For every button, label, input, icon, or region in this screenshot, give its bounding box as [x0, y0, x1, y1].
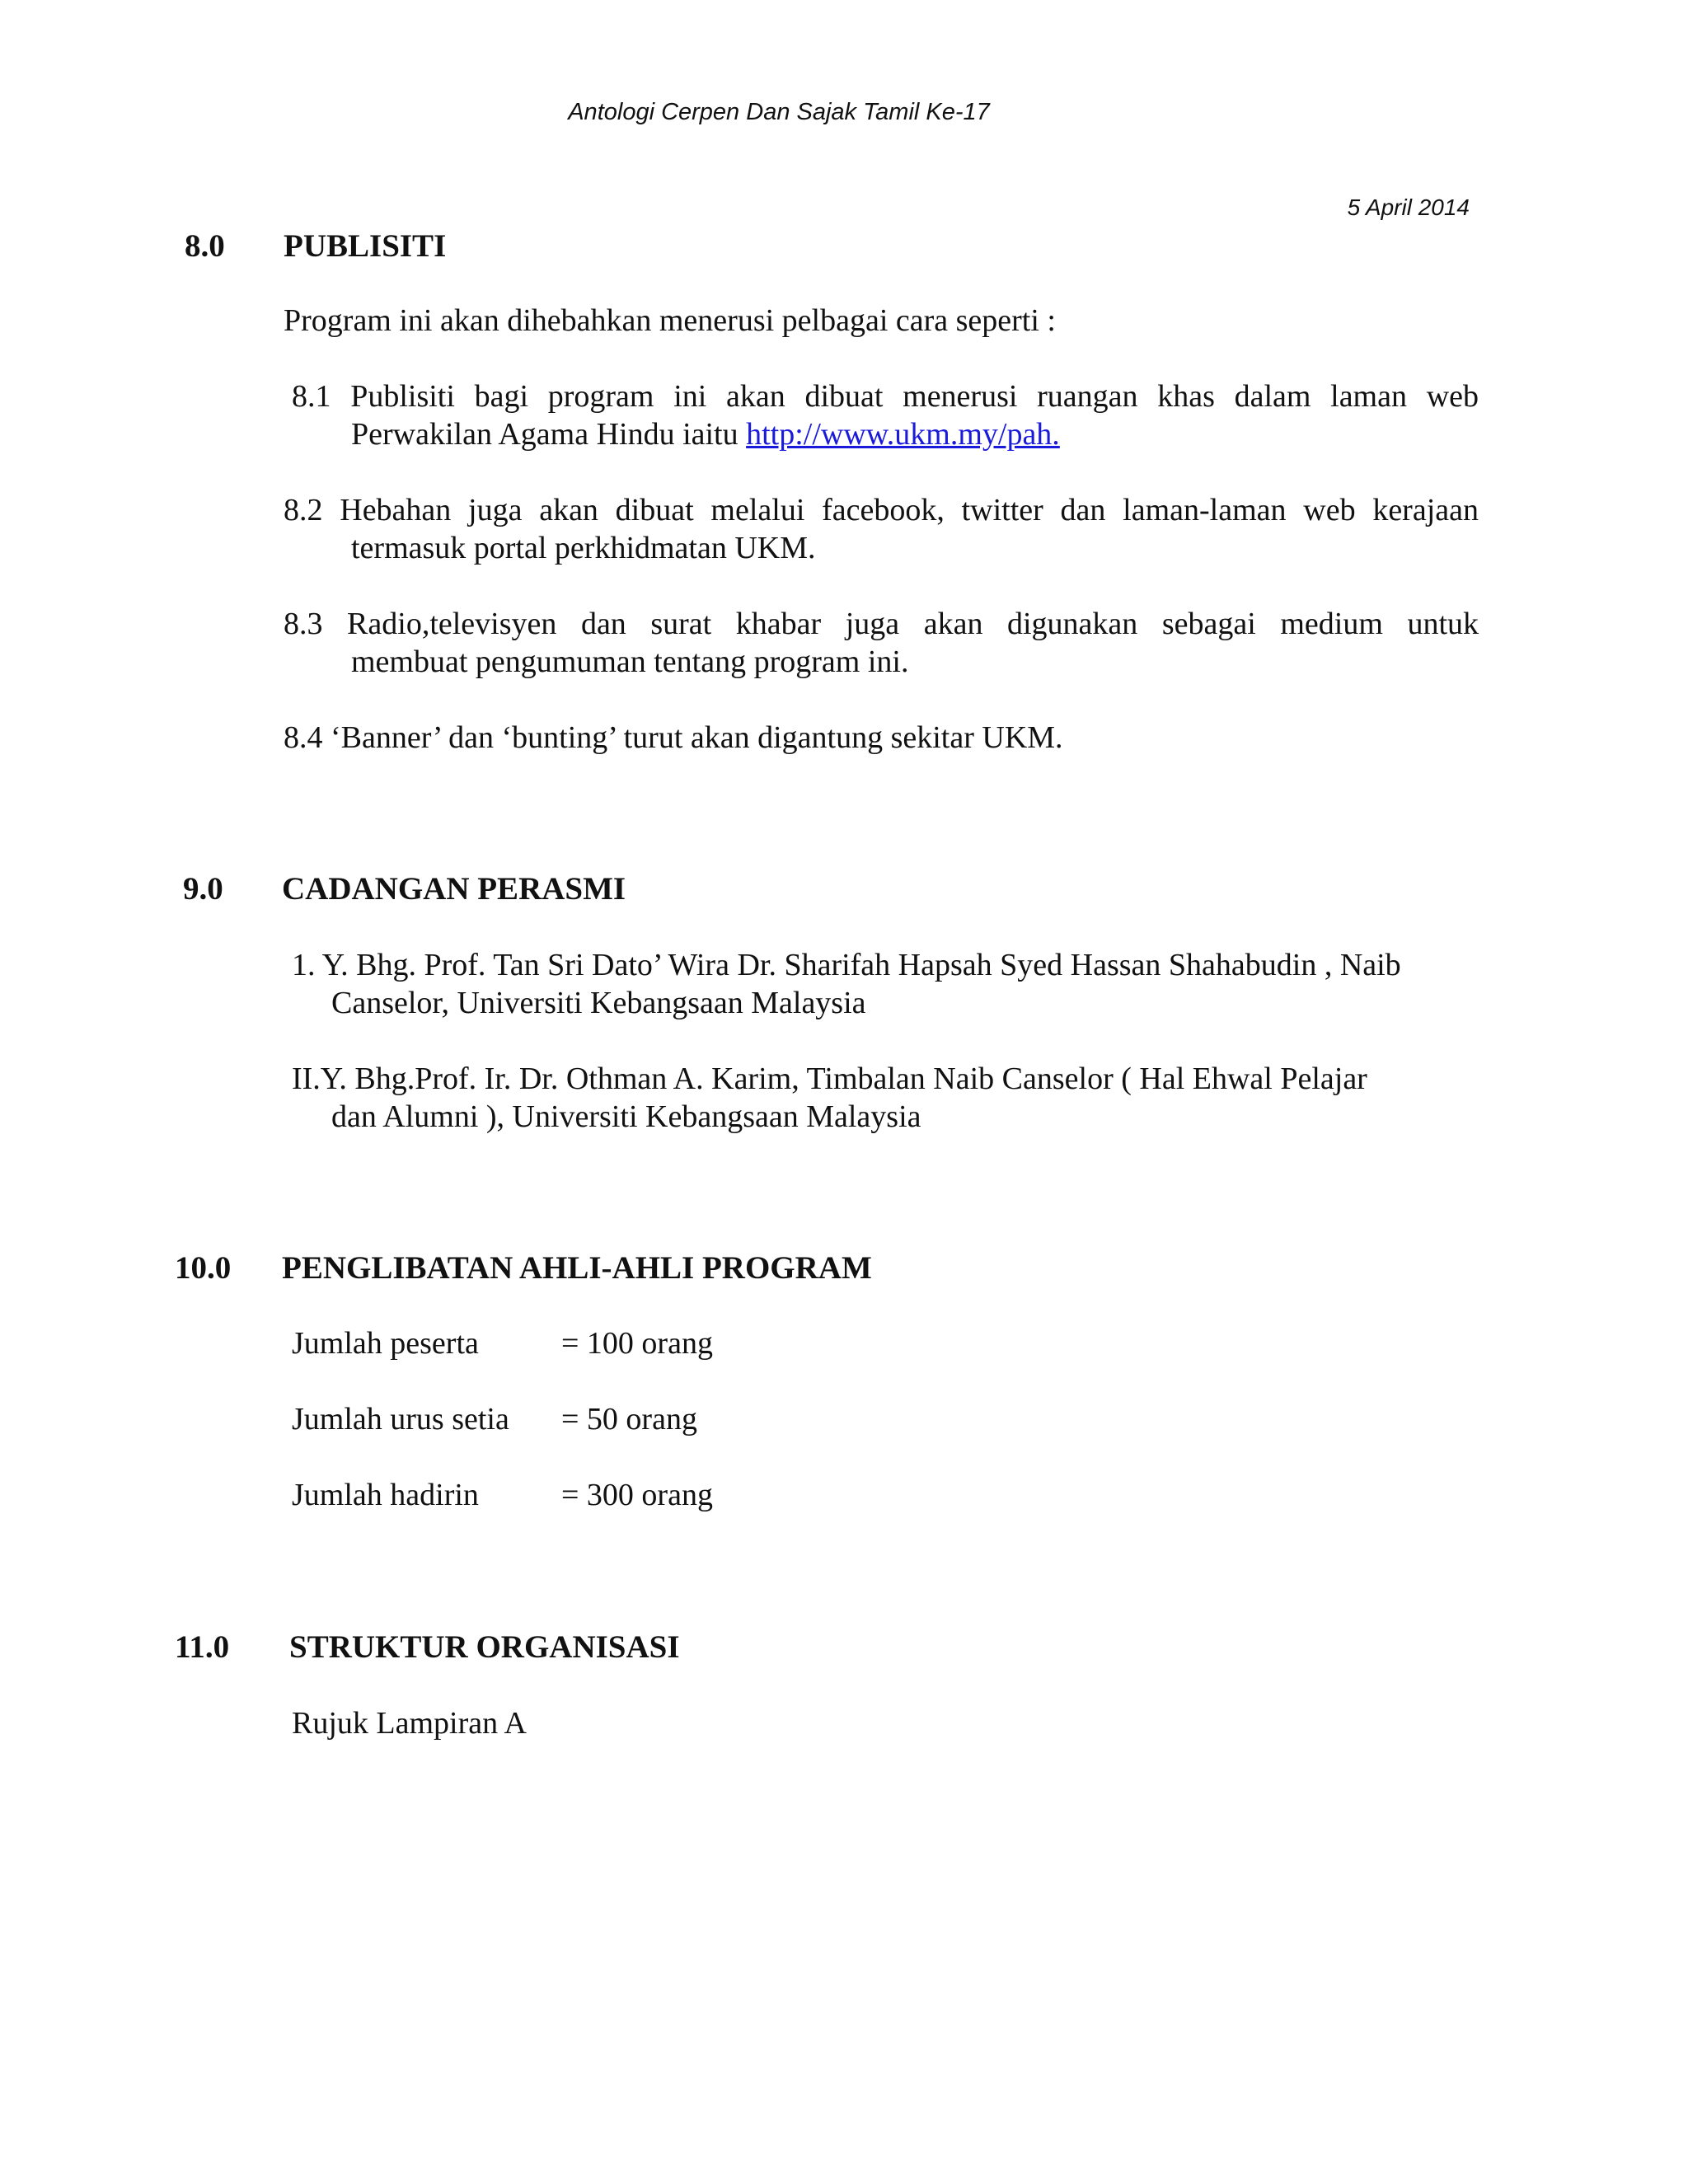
row-label: Jumlah peserta	[292, 1326, 479, 1361]
item-text: 8.4 ‘Banner’ dan ‘bunting’ turut akan digantung sekitar UKM.	[284, 720, 1063, 755]
publicity-item-8-1	[292, 377, 1479, 453]
row-value: = 50 orang	[561, 1402, 697, 1436]
item-continuation: Canselor, Universiti Kebangsaan Malaysia	[331, 986, 866, 1020]
item-text: 8.2 Hebahan juga akan dibuat melalui facebook, twitter dan laman-laman web kerajaan	[284, 493, 1479, 527]
item-text: II.Y. Bhg.Prof. Ir. Dr. Othman A. Karim, Timbalan Naib Canselor ( Hal Ehwal Pelajar	[292, 1062, 1367, 1096]
item-continuation-text: Perwakilan Agama Hindu iaitu	[351, 417, 747, 452]
row-label: Jumlah urus setia	[292, 1402, 509, 1436]
section-title: CADANGAN PERASMI	[282, 871, 626, 907]
item-text: 8.3 Radio,televisyen dan surat khabar juga akan digunakan sebagai medium untuk	[284, 607, 1479, 641]
officiator-candidate-1	[292, 946, 1487, 1022]
item-continuation: dan Alumni ), Universiti Kebangsaan Malaysia	[331, 1099, 921, 1134]
row-value: = 100 orang	[561, 1326, 713, 1361]
section-number: 11.0	[175, 1629, 230, 1665]
item-continuation: membuat pengumuman tentang program ini.	[351, 644, 909, 679]
pah-website-link[interactable]: http://www.ukm.my/pah.	[746, 417, 1060, 452]
publicity-item-8-2	[284, 491, 1479, 567]
section-title: PUBLISITI	[284, 228, 447, 264]
section-title: PENGLIBATAN AHLI-AHLI PROGRAM	[282, 1250, 872, 1286]
section-number: 9.0	[183, 871, 223, 907]
section-8-intro: Program ini akan dihebahkan menerusi pelbagai cara seperti :	[284, 303, 1056, 338]
item-text: 1. Y. Bhg. Prof. Tan Sri Dato’ Wira Dr. Sharifah Hapsah Syed Hassan Shahabudin , Naib	[292, 948, 1401, 982]
organization-reference: Rujuk Lampiran A	[292, 1706, 527, 1741]
item-continuation	[292, 415, 1479, 453]
publicity-item-8-4	[284, 719, 1479, 757]
item-continuation: termasuk portal perkhidmatan UKM.	[351, 531, 816, 565]
section-number: 10.0	[175, 1250, 232, 1286]
row-value: = 300 orang	[561, 1478, 713, 1512]
item-text: 8.1 Publisiti bagi program ini akan dibuat menerusi ruangan khas dalam laman web	[292, 379, 1479, 414]
row-label: Jumlah hadirin	[292, 1478, 479, 1512]
section-title: STRUKTUR ORGANISASI	[289, 1629, 680, 1665]
running-header: Antologi Cerpen Dan Sajak Tamil Ke-17	[568, 99, 990, 125]
document-date: 5 April 2014	[1347, 194, 1470, 220]
publicity-item-8-3	[284, 605, 1479, 681]
section-number: 8.0	[185, 228, 225, 264]
officiator-candidate-2	[292, 1060, 1487, 1136]
